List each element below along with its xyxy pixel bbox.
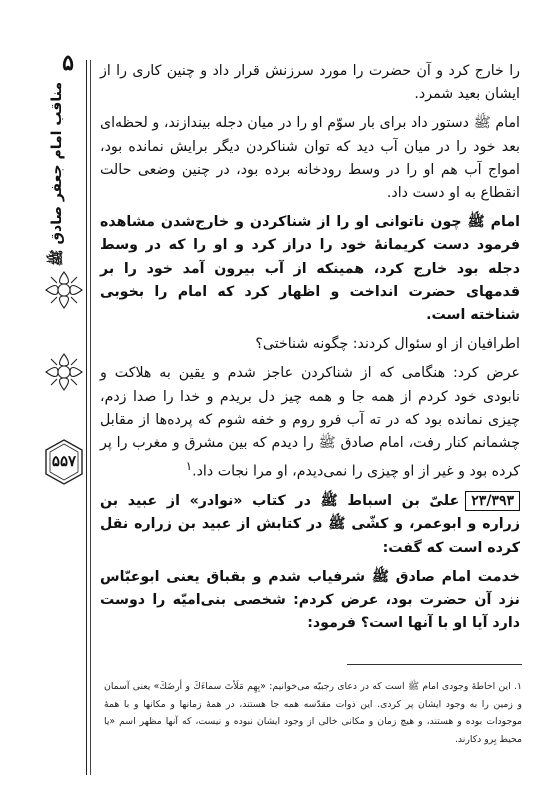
- hadith-intro-text: علیّ بن اسباط ﷺ در کتاب «نوادر» از عبید بن زراره و ابوعمر، و کشّی ﷺ در کتابش از عبید بن زراره نقل کرده است که گفت:: [100, 493, 520, 556]
- hadith-number: ۲۳/۳۹۳: [465, 491, 520, 511]
- footnote-divider: [347, 664, 522, 665]
- paragraph: را خارج کرد و آن حضرت را مورد سرزنش قرار داد و چنین کاری را از ایشان بعید شمرد.: [100, 63, 520, 103]
- paragraph-text: عرض کرد: هنگامی که از شناکردن عاجز شدم و یقین به هلاکت و نابودی خود کردم از همه جا و همه چیز دل بریدم و خدا را صدا زدم، چیزی نمانده بود که در ته آب فرو روم و خفه شوم که پرده‌ها از مقابل چشمانم کنار رفت، امام صادق ﷺ را دیدم که بین مشرق و مغرب را پر کرده بود و غیر از او چیزی را نمی‌دیدم، او مرا نجات داد.: [100, 365, 520, 480]
- floral-ornament-icon-2: [42, 350, 86, 394]
- footnote: ۱. این احاطهٔ وجودی امام ﷺ است که در دعای رجبیّه می‌خوانیم: «بِهِم مَلَأتَ سماءَكَ و أرضَكَ» یعنی آسمان و زمین را به وجود ایشان پر کردی. این ذوات مقدّسه همه جا هستند، در همهٔ زمانها و مکانها و با همهٔ موجودات بوده و هستند، و هیچ زمان و مکانی خالی از وجود ایشان نبوده و نیست، که آنها مظهر اسم «یا محیط بِرو دکارند.: [104, 681, 522, 745]
- paragraph: اطرافیان از او سئوال کردند: چگونه شناختی؟: [255, 336, 520, 353]
- hadith-body: خدمت امام صادق ﷺ شرفیاب شدم و بقباق یعنی ابوعبّاس نزد آن حضرت بود، عرض کردم: شخصی بنی‌امیّه را دوست دارد آیا او با آنها است؟ فرمود:: [100, 568, 520, 632]
- paragraph: امام ﷺ چون ناتوانی او را از شناکردن و خارج‌شدن مشاهده فرمود دست کریمانهٔ خود را دراز کرد و او را که در وسط دجله بود خارج کرد، همینکه از آب بیرون آمد خود را بر قدمهای حضرت انداخت و اظهار کرد که امام را بخوبی شناخته است.: [100, 214, 520, 324]
- chapter-number: ۵: [62, 50, 74, 76]
- chapter-title: مناقب امام جعفر صادق ﷺ: [49, 82, 65, 267]
- margin-rule-thin: [90, 60, 91, 775]
- paragraph-with-footnote: [100, 362, 520, 484]
- main-text: [100, 60, 520, 641]
- margin-rule: [86, 60, 87, 775]
- floral-ornament-icon: [42, 268, 86, 312]
- page-number: ۵۵۷: [51, 452, 77, 470]
- hadith-intro: [100, 490, 520, 560]
- paragraph: امام ﷺ دستور داد برای بار سوّم او را در میان دجله بیندازند، و لحظه‌ای بعد خود را در میان آب دید که توان شناکردن دیگر برایش نمانده بود، امواج آب هم او را در وسط رودخانه برده بود، در چنین وضعی حالت انقطاع به او دست داد.: [100, 115, 520, 202]
- footnote-marker: ۱: [185, 459, 193, 474]
